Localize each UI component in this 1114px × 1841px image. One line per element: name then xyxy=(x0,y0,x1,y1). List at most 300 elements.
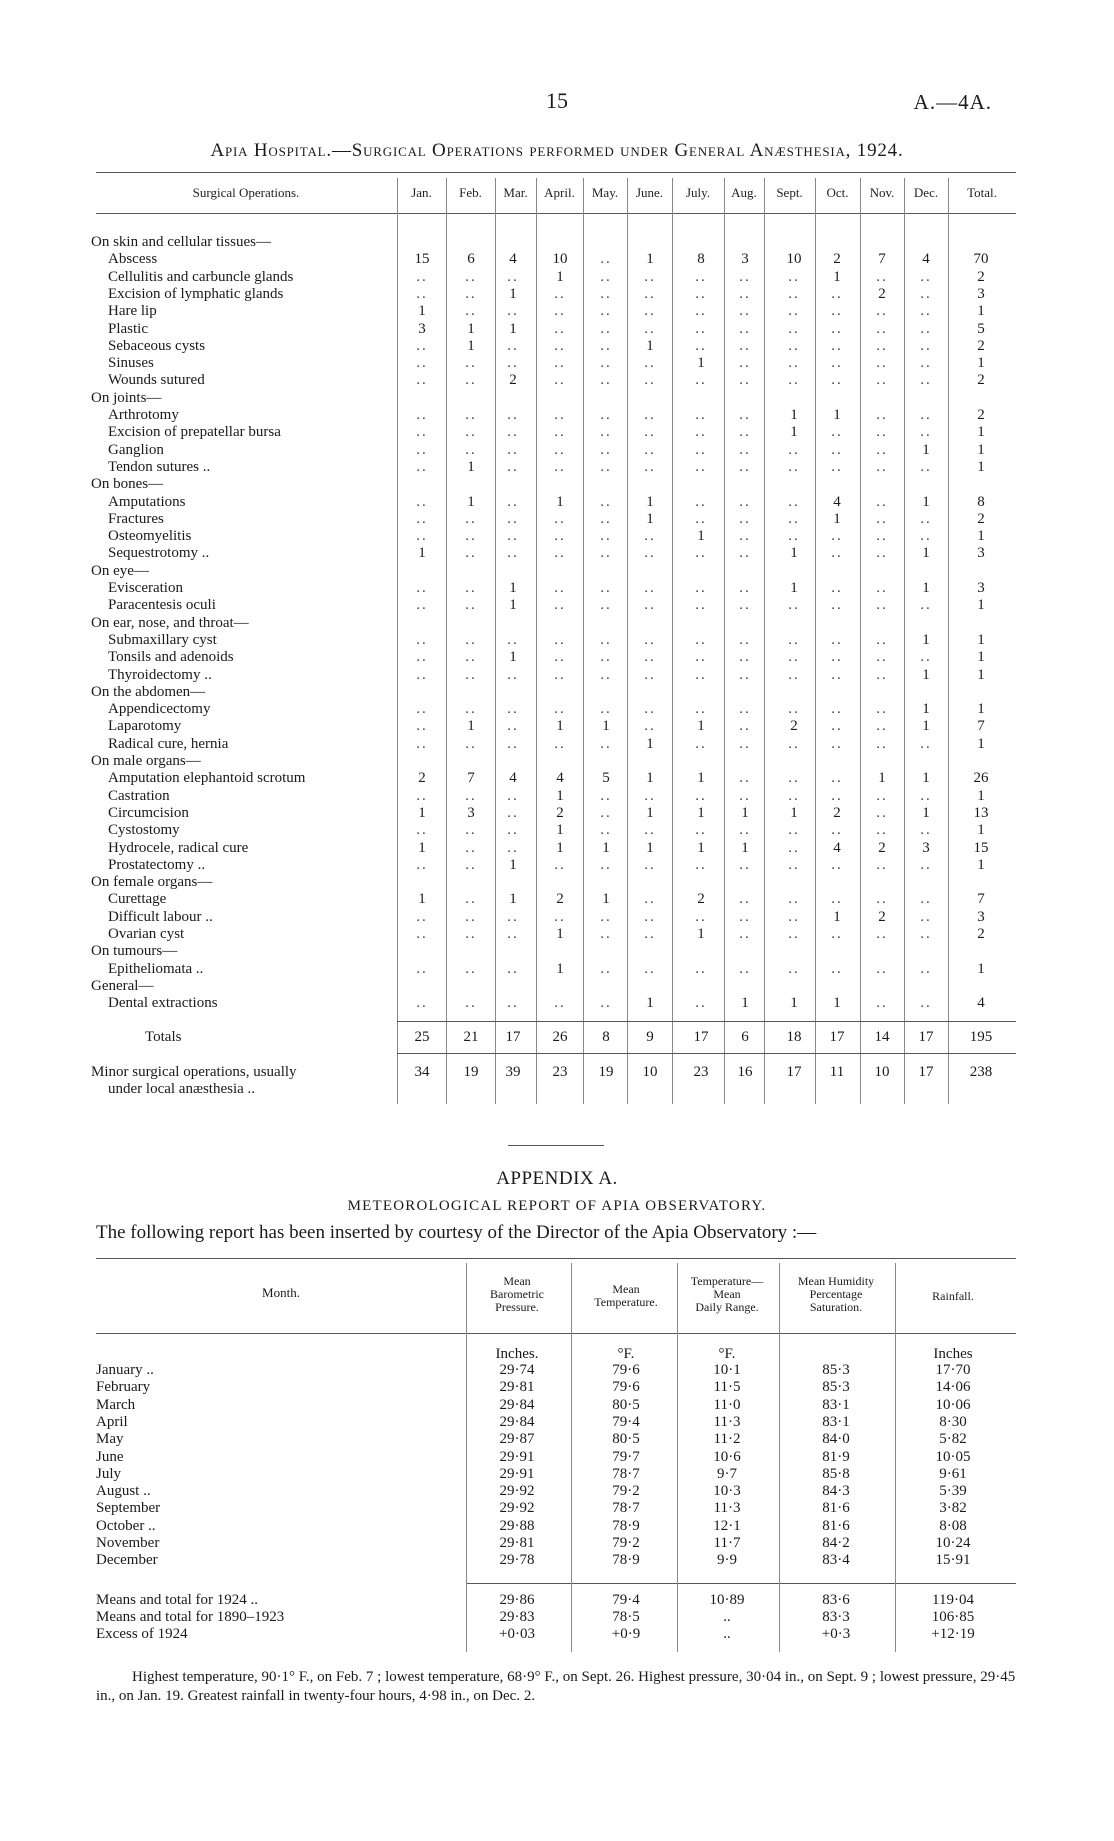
table-cell: 2 xyxy=(977,407,985,423)
humidity-cell: +0·3 xyxy=(821,1626,851,1643)
table-cell: 1 xyxy=(646,839,654,856)
table-cell: .. xyxy=(876,804,888,821)
table-cell: .. xyxy=(465,285,477,302)
section-divider xyxy=(508,1145,604,1146)
table-cell: .. xyxy=(416,441,428,458)
table-cell: 2 xyxy=(556,891,564,908)
table-cell: 1 xyxy=(741,995,749,1012)
column-header-total: Total. xyxy=(967,185,997,200)
table-cell: .. xyxy=(920,407,932,423)
table-cell: 1 xyxy=(697,804,705,821)
table-cell: .. xyxy=(644,787,656,804)
table-cell: .. xyxy=(876,510,888,527)
table-cell: .. xyxy=(507,424,519,441)
table-cell: .. xyxy=(739,770,751,787)
operation-label: Tonsils and adenoids xyxy=(108,649,234,666)
totals-cell: 17 xyxy=(829,1028,845,1045)
table-cell: .. xyxy=(739,666,751,683)
table-cell: .. xyxy=(920,303,932,320)
table-cell: 3 xyxy=(467,804,475,821)
table-cell: .. xyxy=(507,303,519,320)
range-cell: 9·7 xyxy=(717,1465,737,1482)
humidity-cell: 84·2 xyxy=(822,1535,850,1551)
operation-label: Difficult labour .. xyxy=(108,908,213,925)
column-rule xyxy=(672,178,673,1104)
rainfall-cell: 8·30 xyxy=(939,1413,967,1430)
table-cell: .. xyxy=(416,372,428,389)
table-cell: .. xyxy=(465,407,477,423)
appendix-footnote: Highest temperature, 90·1° F., on Feb. 7 ; lowest temperature, 68·9° F., on Sept. 26. Highest pressure, 30·04 in., on Sept. 9 ; lowest pressure, 29·45 in., on Jan. 19. Greatest rainfall in twenty-four hours, 4·98 in., on Dec. 2. xyxy=(96,1669,1016,1704)
table-cell: .. xyxy=(600,804,612,821)
met-header-line: Mean Humidity xyxy=(797,1274,875,1288)
table-cell: .. xyxy=(416,649,428,666)
table-cell: 8 xyxy=(697,251,705,268)
temperature-cell: 79·2 xyxy=(612,1535,640,1551)
table-cell: .. xyxy=(920,926,932,942)
table-cell: .. xyxy=(920,649,932,666)
table-cell: .. xyxy=(920,597,932,614)
table-cell: .. xyxy=(788,510,800,527)
table-cell: .. xyxy=(695,372,707,389)
table-cell: .. xyxy=(920,528,932,545)
temperature-cell: 78·5 xyxy=(612,1608,640,1625)
table-cell: .. xyxy=(876,441,888,458)
table-cell: .. xyxy=(739,303,751,320)
minor-cell: 11 xyxy=(829,1063,845,1080)
totals-label: Totals xyxy=(145,1028,182,1045)
rainfall-cell: 10·05 xyxy=(935,1448,971,1465)
table-cell: .. xyxy=(831,545,843,562)
table-cell: 10 xyxy=(786,251,802,268)
table-cell: .. xyxy=(788,631,800,648)
table-cell: .. xyxy=(920,424,932,441)
table-cell: .. xyxy=(416,995,428,1012)
table-cell: .. xyxy=(831,770,843,787)
table-cell: .. xyxy=(876,631,888,648)
table-cell: 1 xyxy=(418,891,426,908)
table-cell: .. xyxy=(788,441,800,458)
table-cell: 4 xyxy=(509,770,517,787)
table-cell: 13 xyxy=(973,804,989,821)
table-cell: .. xyxy=(695,822,707,839)
met-header-bottom-rule xyxy=(96,1333,1016,1334)
table-cell: .. xyxy=(920,285,932,302)
table-cell: .. xyxy=(695,649,707,666)
table-cell: 1 xyxy=(922,804,930,821)
pressure-cell: 29·87 xyxy=(499,1431,535,1448)
table-cell: 1 xyxy=(922,666,930,683)
table-cell: .. xyxy=(465,787,477,804)
table-cell: 1 xyxy=(878,770,886,787)
table-cell: 2 xyxy=(977,268,985,285)
table-cell: .. xyxy=(739,545,751,562)
table-cell: .. xyxy=(416,960,428,977)
table-cell: .. xyxy=(788,320,800,337)
table-cell: .. xyxy=(600,251,612,268)
table-cell: .. xyxy=(695,510,707,527)
table-cell: 3 xyxy=(922,839,930,856)
table-cell: .. xyxy=(644,597,656,614)
document-reference: A.—4A. xyxy=(913,90,992,114)
table-cell: .. xyxy=(788,337,800,354)
appendix-subheading: METEOROLOGICAL REPORT OF APIA OBSERVATORY. xyxy=(347,1198,767,1214)
totals-cell: 195 xyxy=(969,1028,993,1045)
operation-label: Amputation elephantoid scrotum xyxy=(108,770,306,787)
table-cell: 1 xyxy=(977,960,985,977)
table-cell: 2 xyxy=(833,804,841,821)
table-cell: 2 xyxy=(977,372,985,389)
column-header-dec: Dec. xyxy=(913,185,939,200)
table-cell: .. xyxy=(416,510,428,527)
minor-cell: 19 xyxy=(463,1063,479,1080)
table-cell: .. xyxy=(788,856,800,873)
table-cell: 1 xyxy=(509,320,517,337)
table-cell: .. xyxy=(600,268,612,285)
humidity-cell: 81·9 xyxy=(822,1448,850,1465)
table-cell: .. xyxy=(600,666,612,683)
table-cell: 1 xyxy=(646,770,654,787)
column-header-april: April. xyxy=(544,185,575,200)
table-cell: .. xyxy=(507,337,519,354)
table-cell: 4 xyxy=(833,839,841,856)
table-cell: .. xyxy=(600,908,612,925)
table-cell: .. xyxy=(644,303,656,320)
table-cell: 1 xyxy=(467,320,475,337)
table-cell: 2 xyxy=(418,770,426,787)
totals-cell: 17 xyxy=(693,1028,709,1045)
table-cell: .. xyxy=(876,995,888,1012)
table-cell: 1 xyxy=(741,804,749,821)
met-header-range xyxy=(675,1275,779,1314)
table-cell: .. xyxy=(695,285,707,302)
table-cell: .. xyxy=(465,545,477,562)
table-cell: 1 xyxy=(977,441,985,458)
table-cell: .. xyxy=(920,320,932,337)
table-cell: .. xyxy=(876,822,888,839)
met-header-line: Mean xyxy=(612,1282,640,1296)
met-header-line: Barometric xyxy=(490,1287,544,1301)
table-cell: .. xyxy=(920,787,932,804)
table-cell: 1 xyxy=(697,355,705,372)
pressure-cell: 29·83 xyxy=(499,1608,535,1625)
category-label: General— xyxy=(91,977,154,994)
table-top-rule xyxy=(96,172,1016,173)
table-cell: .. xyxy=(554,510,566,527)
table-cell: .. xyxy=(831,735,843,752)
category-label: On joints— xyxy=(91,389,162,406)
table-cell: .. xyxy=(507,718,519,735)
table-cell: .. xyxy=(644,355,656,372)
operation-label: Ganglion xyxy=(108,441,164,458)
column-rule xyxy=(571,1263,572,1652)
column-header-june: June. xyxy=(635,185,664,200)
table-cell: .. xyxy=(695,995,707,1012)
column-rule xyxy=(948,178,949,1104)
table-cell: .. xyxy=(416,856,428,873)
table-cell: .. xyxy=(876,649,888,666)
table-cell: 1 xyxy=(977,822,985,839)
column-header-aug: Aug. xyxy=(731,185,757,200)
totals-cell: 18 xyxy=(786,1028,802,1045)
table-cell: 2 xyxy=(556,804,564,821)
pressure-cell: 29·86 xyxy=(499,1591,535,1608)
table-cell: .. xyxy=(695,960,707,977)
met-header-humidity xyxy=(784,1275,888,1314)
humidity-cell: 84·3 xyxy=(822,1483,850,1500)
operation-label: Abscess xyxy=(108,251,158,268)
table-cell: 4 xyxy=(833,493,841,510)
table-cell: .. xyxy=(507,822,519,839)
table-cell: .. xyxy=(416,822,428,839)
minor-cell: 17 xyxy=(786,1063,802,1080)
category-label: On female organs— xyxy=(91,874,213,891)
table-cell: 2 xyxy=(977,926,985,942)
table-cell: 70 xyxy=(973,251,989,268)
table-cell: .. xyxy=(739,701,751,718)
table-cell: 1 xyxy=(418,545,426,562)
operation-label: Amputations xyxy=(108,493,186,510)
category-label: On male organs— xyxy=(91,753,201,769)
range-cell: 10·6 xyxy=(713,1448,741,1465)
table-cell: .. xyxy=(876,424,888,441)
table-cell: .. xyxy=(920,510,932,527)
humidity-cell: 81·6 xyxy=(822,1500,850,1517)
met-table-top-rule xyxy=(96,1258,1016,1259)
table-cell: .. xyxy=(739,355,751,372)
table-cell: .. xyxy=(831,303,843,320)
table-cell: .. xyxy=(739,458,751,475)
table-cell: 1 xyxy=(922,770,930,787)
table-cell: 3 xyxy=(418,320,426,337)
table-cell: 1 xyxy=(697,839,705,856)
table-cell: .. xyxy=(695,493,707,510)
table-cell: .. xyxy=(831,631,843,648)
met-header-line: Temperature— xyxy=(690,1274,764,1288)
month-label: December xyxy=(96,1552,158,1569)
operation-label: Sinuses xyxy=(108,355,154,372)
temperature-cell: 78·7 xyxy=(612,1500,640,1517)
column-header-sept: Sept. xyxy=(776,185,803,200)
operation-label: Thyroidectomy .. xyxy=(108,666,212,683)
table-cell: 1 xyxy=(697,926,705,942)
table-cell: .. xyxy=(876,787,888,804)
range-cell: 10·89 xyxy=(709,1591,745,1608)
operation-label: Curettage xyxy=(108,891,167,908)
table-cell: .. xyxy=(876,303,888,320)
table-cell: .. xyxy=(920,268,932,285)
table-cell: .. xyxy=(465,839,477,856)
table-cell: .. xyxy=(831,960,843,977)
range-cell: 9·9 xyxy=(717,1552,737,1569)
table-cell: .. xyxy=(876,493,888,510)
table-cell: .. xyxy=(920,822,932,839)
table-cell: .. xyxy=(644,407,656,423)
table-cell: .. xyxy=(644,528,656,545)
table-cell: .. xyxy=(644,908,656,925)
table-cell: .. xyxy=(416,926,428,942)
met-header-line: Mean xyxy=(503,1274,531,1288)
column-rule xyxy=(536,178,537,1104)
column-rule xyxy=(627,178,628,1104)
table-cell: .. xyxy=(507,701,519,718)
table-cell: 6 xyxy=(467,251,475,268)
table-cell: .. xyxy=(507,735,519,752)
month-label: February xyxy=(96,1379,151,1396)
table-cell: .. xyxy=(554,424,566,441)
table-cell: .. xyxy=(739,320,751,337)
table-cell: 5 xyxy=(977,320,985,337)
met-unit-temperature: °F. xyxy=(617,1346,635,1362)
table-cell: 1 xyxy=(790,545,798,562)
met-header-line: Daily Range. xyxy=(695,1300,759,1314)
table-cell: .. xyxy=(554,666,566,683)
table-cell: .. xyxy=(695,735,707,752)
table-cell: .. xyxy=(507,839,519,856)
table-cell: .. xyxy=(876,701,888,718)
table-cell: .. xyxy=(416,701,428,718)
table-cell: .. xyxy=(739,407,751,423)
table-cell: 1 xyxy=(833,407,841,423)
temperature-cell: 80·5 xyxy=(612,1431,640,1448)
table-cell: 1 xyxy=(418,839,426,856)
table-cell: .. xyxy=(416,735,428,752)
table-cell: 5 xyxy=(602,770,610,787)
table-cell: .. xyxy=(416,407,428,423)
table-cell: .. xyxy=(600,735,612,752)
operation-label: Ovarian cyst xyxy=(108,926,185,942)
appendix-intro: The following report has been inserted by courtesy of the Director of the Apia Observatory :— xyxy=(96,1222,817,1243)
operation-label: Laparotomy xyxy=(108,718,182,735)
table-cell: .. xyxy=(600,926,612,942)
table-cell: 1 xyxy=(556,839,564,856)
table-cell: .. xyxy=(920,458,932,475)
table-cell: 1 xyxy=(646,493,654,510)
category-label: On eye— xyxy=(91,562,149,579)
minor-cell: 23 xyxy=(552,1063,568,1080)
table-cell: .. xyxy=(416,268,428,285)
table-cell: 3 xyxy=(977,545,985,562)
table-cell: .. xyxy=(695,856,707,873)
rainfall-cell: 10·24 xyxy=(935,1535,971,1551)
table-cell: .. xyxy=(644,545,656,562)
table-cell: .. xyxy=(739,960,751,977)
table-cell: .. xyxy=(644,666,656,683)
pressure-cell: 29·92 xyxy=(499,1500,535,1517)
table-cell: .. xyxy=(920,856,932,873)
table-cell: .. xyxy=(788,960,800,977)
table-cell: 1 xyxy=(509,597,517,614)
table-cell: .. xyxy=(507,545,519,562)
table-cell: .. xyxy=(788,770,800,787)
totals-cell: 9 xyxy=(646,1028,654,1045)
table-cell: 1 xyxy=(509,285,517,302)
table-cell: .. xyxy=(739,787,751,804)
table-cell: .. xyxy=(465,268,477,285)
month-label: August .. xyxy=(96,1483,151,1500)
pressure-cell: 29·78 xyxy=(499,1552,535,1569)
totals-cell: 21 xyxy=(463,1028,479,1045)
table-cell: .. xyxy=(788,822,800,839)
rainfall-cell: 10·06 xyxy=(935,1396,971,1413)
humidity-cell: 84·0 xyxy=(822,1431,850,1448)
table-cell: .. xyxy=(465,735,477,752)
table-cell: .. xyxy=(876,735,888,752)
table-cell: 1 xyxy=(602,839,610,856)
table-cell: 1 xyxy=(418,303,426,320)
pressure-cell: 29·91 xyxy=(499,1465,535,1482)
table-cell: .. xyxy=(644,701,656,718)
table-cell: .. xyxy=(600,545,612,562)
table-cell: .. xyxy=(739,891,751,908)
table-cell: 7 xyxy=(467,770,475,787)
table-cell: .. xyxy=(600,856,612,873)
table-cell: .. xyxy=(507,268,519,285)
table-cell: .. xyxy=(876,320,888,337)
totals-cell: 17 xyxy=(918,1028,934,1045)
table-cell: 1 xyxy=(509,649,517,666)
table-cell: 1 xyxy=(922,545,930,562)
met-unit-range: °F. xyxy=(718,1346,736,1362)
table-cell: 26 xyxy=(973,770,989,787)
column-rule xyxy=(895,1263,896,1652)
table-cell: 1 xyxy=(418,804,426,821)
range-cell: 11·3 xyxy=(713,1500,741,1517)
table-cell: 4 xyxy=(977,995,985,1012)
rainfall-cell: +12·19 xyxy=(931,1626,975,1643)
met-header-temp xyxy=(574,1283,678,1309)
table-cell: .. xyxy=(876,355,888,372)
table-cell: .. xyxy=(465,856,477,873)
column-rule xyxy=(397,178,398,1104)
month-label: June xyxy=(96,1448,124,1465)
table-cell: .. xyxy=(507,493,519,510)
range-cell: 11·5 xyxy=(713,1379,741,1396)
table-cell: .. xyxy=(416,580,428,596)
temperature-cell: +0·9 xyxy=(611,1626,641,1643)
operation-label: Submaxillary cyst xyxy=(108,631,217,648)
operation-label: Sequestrotomy .. xyxy=(108,545,210,562)
table-cell: .. xyxy=(600,822,612,839)
table-cell: .. xyxy=(739,510,751,527)
table-cell: .. xyxy=(920,960,932,977)
minor-operations-label: under local anæsthesia .. xyxy=(108,1080,256,1097)
table-cell: .. xyxy=(644,891,656,908)
table-cell: 1 xyxy=(467,493,475,510)
temperature-cell: 80·5 xyxy=(612,1396,640,1413)
table-cell: 1 xyxy=(977,528,985,545)
table-cell: .. xyxy=(876,268,888,285)
operation-label: Radical cure, hernia xyxy=(108,735,229,752)
table-cell: .. xyxy=(465,649,477,666)
column-header-feb: Feb. xyxy=(459,185,482,200)
appendix-heading: APPENDIX A. xyxy=(496,1168,618,1189)
table-cell: .. xyxy=(554,458,566,475)
pressure-cell: +0·03 xyxy=(499,1626,535,1643)
summary-rule xyxy=(466,1583,1016,1584)
rainfall-cell: 3·82 xyxy=(939,1500,967,1517)
table-cell: .. xyxy=(788,839,800,856)
table-cell: .. xyxy=(788,303,800,320)
table-cell: 2 xyxy=(790,718,798,735)
table-cell: .. xyxy=(876,407,888,423)
table-cell: .. xyxy=(831,458,843,475)
table-cell: 1 xyxy=(977,597,985,614)
table-cell: .. xyxy=(920,735,932,752)
table-cell: .. xyxy=(465,960,477,977)
table-cell: .. xyxy=(739,597,751,614)
table-cell: .. xyxy=(739,424,751,441)
table-cell: 2 xyxy=(977,337,985,354)
